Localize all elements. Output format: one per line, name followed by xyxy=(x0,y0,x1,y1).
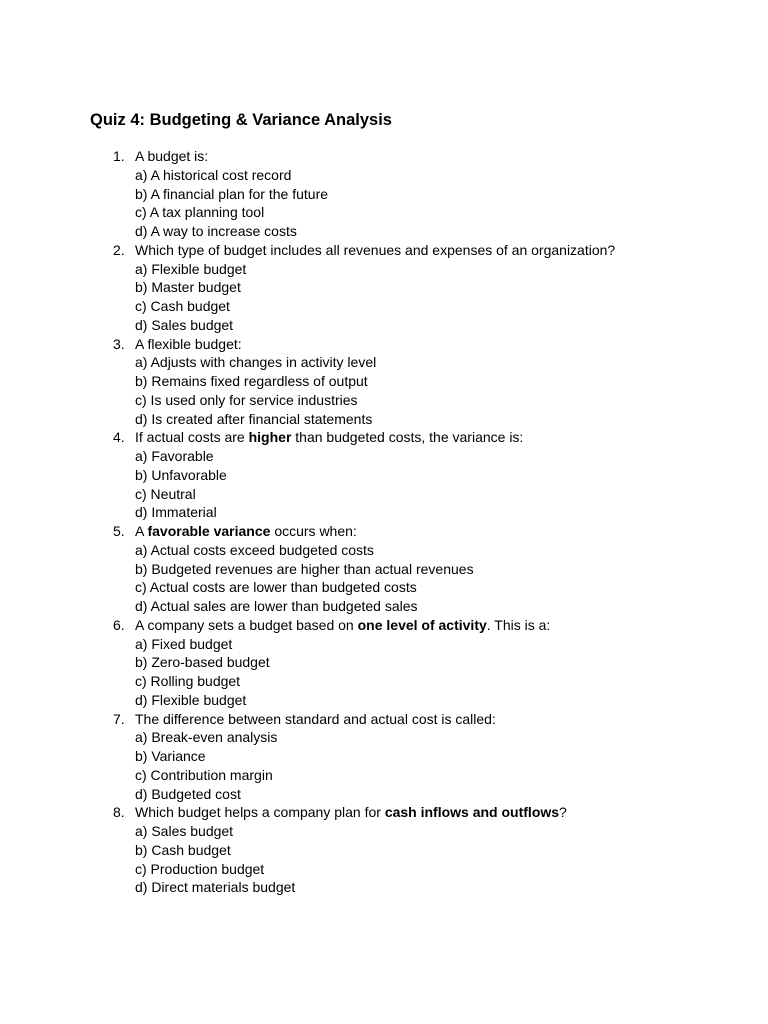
answer-option: a) Adjusts with changes in activity level xyxy=(135,354,377,371)
question-text xyxy=(135,803,768,822)
answer-option: d) Direct materials budget xyxy=(135,879,296,896)
answer-option: a) A historical cost record xyxy=(135,166,292,183)
answer-option: b) A financial plan for the future xyxy=(135,185,329,202)
question-text-emphasis: favorable variance xyxy=(147,523,271,539)
answer-option: d) Sales budget xyxy=(135,316,234,333)
answer-option: b) Unfavorable xyxy=(135,466,227,483)
answer-option: c) Neutral xyxy=(135,485,196,502)
answer-option: c) Is used only for service industries xyxy=(135,391,358,408)
answer-option: c) Actual costs are lower than budgeted costs xyxy=(135,579,417,596)
question-item xyxy=(0,147,768,241)
answer-option: c) Contribution margin xyxy=(135,766,273,783)
question-item xyxy=(0,710,768,804)
question-text xyxy=(135,616,768,635)
answer-option: b) Zero-based budget xyxy=(135,654,270,671)
answer-option: c) A tax planning tool xyxy=(135,204,265,221)
question-text-segment: . This is a: xyxy=(486,616,551,633)
question-text-segment: A flexible budget: xyxy=(135,335,242,352)
question-text xyxy=(135,522,768,541)
question-text-segment: Which type of budget includes all revenues and expenses of an organization? xyxy=(135,241,616,258)
answer-option: b) Budgeted revenues are higher than actual revenues xyxy=(135,560,474,577)
answer-option: a) Flexible budget xyxy=(135,260,247,277)
question-item xyxy=(0,803,768,897)
answer-option: b) Variance xyxy=(135,748,206,764)
answer-option: d) Immaterial xyxy=(135,504,217,521)
question-text xyxy=(135,147,768,166)
question-text-segment: A company sets a budget based on xyxy=(135,616,358,633)
question-text-segment: occurs when: xyxy=(270,523,357,539)
answer-option: d) Flexible budget xyxy=(135,691,247,708)
question-number: 7. xyxy=(113,710,125,727)
question-item xyxy=(0,428,768,522)
question-text-segment: If actual costs are xyxy=(135,429,249,446)
question-text-segment: The difference between standard and actual cost is called: xyxy=(135,710,496,727)
quiz-title: Quiz 4: Budgeting & Variance Analysis xyxy=(90,111,392,129)
question-number: 6. xyxy=(113,616,125,633)
question-text-emphasis: one level of activity xyxy=(357,616,487,633)
question-list xyxy=(0,147,768,897)
question-number: 3. xyxy=(113,335,125,352)
question-number: 8. xyxy=(113,804,125,821)
question-number: 2. xyxy=(113,241,125,258)
question-text xyxy=(135,241,768,260)
answer-option: b) Master budget xyxy=(135,279,241,296)
answer-option: a) Favorable xyxy=(135,448,214,464)
question-text xyxy=(135,335,768,354)
question-text xyxy=(135,428,768,447)
question-number: 1. xyxy=(113,148,125,164)
question-text-segment: ? xyxy=(559,804,567,821)
question-number: 4. xyxy=(113,429,125,446)
answer-option: a) Fixed budget xyxy=(135,635,233,652)
question-text-emphasis: cash inflows and outflows xyxy=(384,804,560,821)
question-text-segment: A xyxy=(135,523,148,539)
question-number: 5. xyxy=(113,523,125,539)
answer-option: d) A way to increase costs xyxy=(135,223,297,239)
answer-option: b) Cash budget xyxy=(135,841,231,858)
answer-option: b) Remains fixed regardless of output xyxy=(135,373,368,389)
answer-option: c) Production budget xyxy=(135,860,265,877)
answer-option: d) Budgeted cost xyxy=(135,785,241,802)
answer-option: c) Cash budget xyxy=(135,298,230,314)
answer-option: d) Actual sales are lower than budgeted sales xyxy=(135,598,418,614)
question-item xyxy=(0,522,768,616)
question-text-segment: than budgeted costs, the variance is: xyxy=(291,429,524,446)
answer-option: a) Actual costs exceed budgeted costs xyxy=(135,541,374,558)
question-item xyxy=(0,335,768,429)
answer-option: a) Sales budget xyxy=(135,823,234,839)
answer-option: c) Rolling budget xyxy=(135,673,241,689)
question-item xyxy=(0,616,768,710)
question-text-emphasis: higher xyxy=(248,429,292,446)
question-text-segment: Which budget helps a company plan for xyxy=(135,804,385,821)
answer-option: a) Break-even analysis xyxy=(135,729,278,746)
question-text-segment: A budget is: xyxy=(135,148,209,164)
question-text xyxy=(135,710,768,729)
question-item xyxy=(0,241,768,335)
answer-option: d) Is created after financial statements xyxy=(135,410,373,427)
